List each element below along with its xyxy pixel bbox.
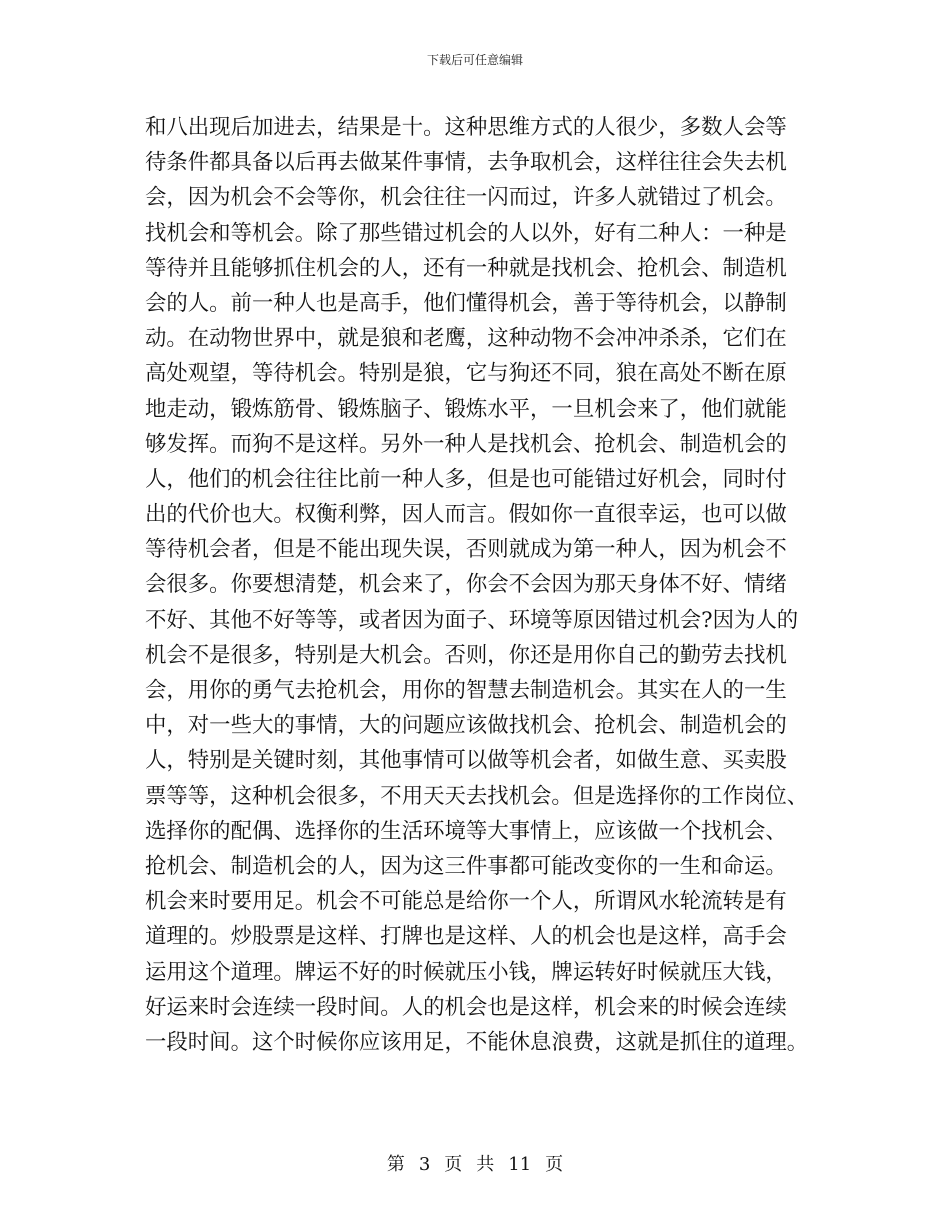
text-line: 会很多。你要想清楚，机会来了，你会不会因为那天身体不好、情绪 — [145, 572, 787, 598]
text-line: 中，对一些大的事情，大的问题应该做找机会、抢机会、制造机会的 — [145, 713, 787, 739]
text-line: 出的代价也大。权衡利弊，因人而言。假如你一直很幸运，也可以做 — [145, 502, 787, 528]
text-line: 运用这个道理。牌运不好的时候就压小钱，牌运转好时候就压大钱， — [145, 959, 787, 985]
text-line: 人，他们的机会往往比前一种人多，但是也可能错过好机会，同时付 — [145, 466, 787, 492]
text-line: 抢机会、制造机会的人，因为这三件事都可能改变你的一生和命运。 — [145, 853, 787, 879]
text-line: 人，特别是关键时刻，其他事情可以做等机会者，如做生意、买卖股 — [145, 748, 787, 774]
footer-suffix: 页 — [545, 1154, 564, 1175]
text-line: 机会不是很多，特别是大机会。否则，你还是用你自己的勤劳去找机 — [145, 642, 787, 668]
text-line: 找机会和等机会。除了那些错过机会的人以外，好有二种人：一种是 — [145, 220, 787, 246]
text-line: 够发挥。而狗不是这样。另外一种人是找机会、抢机会、制造机会的 — [145, 431, 787, 457]
text-line: 地走动，锻炼筋骨、锻炼脑子、锻炼水平，一旦机会来了，他们就能 — [145, 396, 787, 422]
text-line: 会，用你的勇气去抢机会，用你的智慧去制造机会。其实在人的一生 — [145, 678, 787, 703]
page-footer — [0, 1153, 950, 1177]
text-line: 和八出现后加进去，结果是十。这种思维方式的人很少，多数人会等 — [145, 115, 787, 140]
text-line: 道理的。炒股票是这样、打牌也是这样、人的机会也是这样，高手会 — [145, 924, 787, 950]
text-line: 动。在动物世界中，就是狼和老鹰，这种动物不会冲冲杀杀，它们在 — [145, 326, 787, 352]
text-line: 票等等，这种机会很多，不用天天去找机会。但是选择你的工作岗位、 — [145, 783, 809, 809]
text-line: 高处观望，等待机会。特别是狼，它与狗还不同，狼在高处不断在原 — [145, 361, 787, 387]
text-line: 会的人。前一种人也是高手，他们懂得机会，善于等待机会，以静制 — [145, 290, 787, 316]
text-line: 好运来时会连续一段时间。人的机会也是这样，机会来的时候会连续 — [145, 994, 787, 1020]
text-line: 会，因为机会不会等你，机会往往一闪而过，许多人就错过了机会。 — [145, 185, 787, 211]
text-line: 等待机会者，但是不能出现失误，否则就成为第一种人，因为机会不 — [145, 537, 787, 563]
text-line: 等待并且能够抓住机会的人，还有一种就是找机会、抢机会、制造机 — [145, 255, 787, 281]
current-page-number: 3 — [418, 1154, 431, 1175]
body-text — [145, 110, 817, 1060]
footer-prefix: 第 — [386, 1154, 405, 1175]
text-line: 一段时间。这个时候你应该用足，不能休息浪费，这就是抓住的道理。 — [145, 1029, 809, 1055]
text-line: 不好、其他不好等等，或者因为面子、环境等原因错过机会?因为人的 — [145, 607, 799, 633]
total-pages-number: 11 — [508, 1154, 532, 1175]
text-line: 机会来时要用足。机会不可能总是给你一个人，所谓风水轮流转是有 — [145, 889, 787, 915]
footer-page-word: 页 — [444, 1154, 463, 1175]
text-line: 选择你的配偶、选择你的生活环境等大事情上，应该做一个找机会、 — [145, 818, 787, 844]
text-line: 待条件都具备以后再去做某件事情，去争取机会，这样往往会失去机 — [145, 150, 787, 176]
footer-total-word: 共 — [476, 1154, 495, 1175]
page-header: 下载后可任意编辑 — [426, 53, 523, 67]
